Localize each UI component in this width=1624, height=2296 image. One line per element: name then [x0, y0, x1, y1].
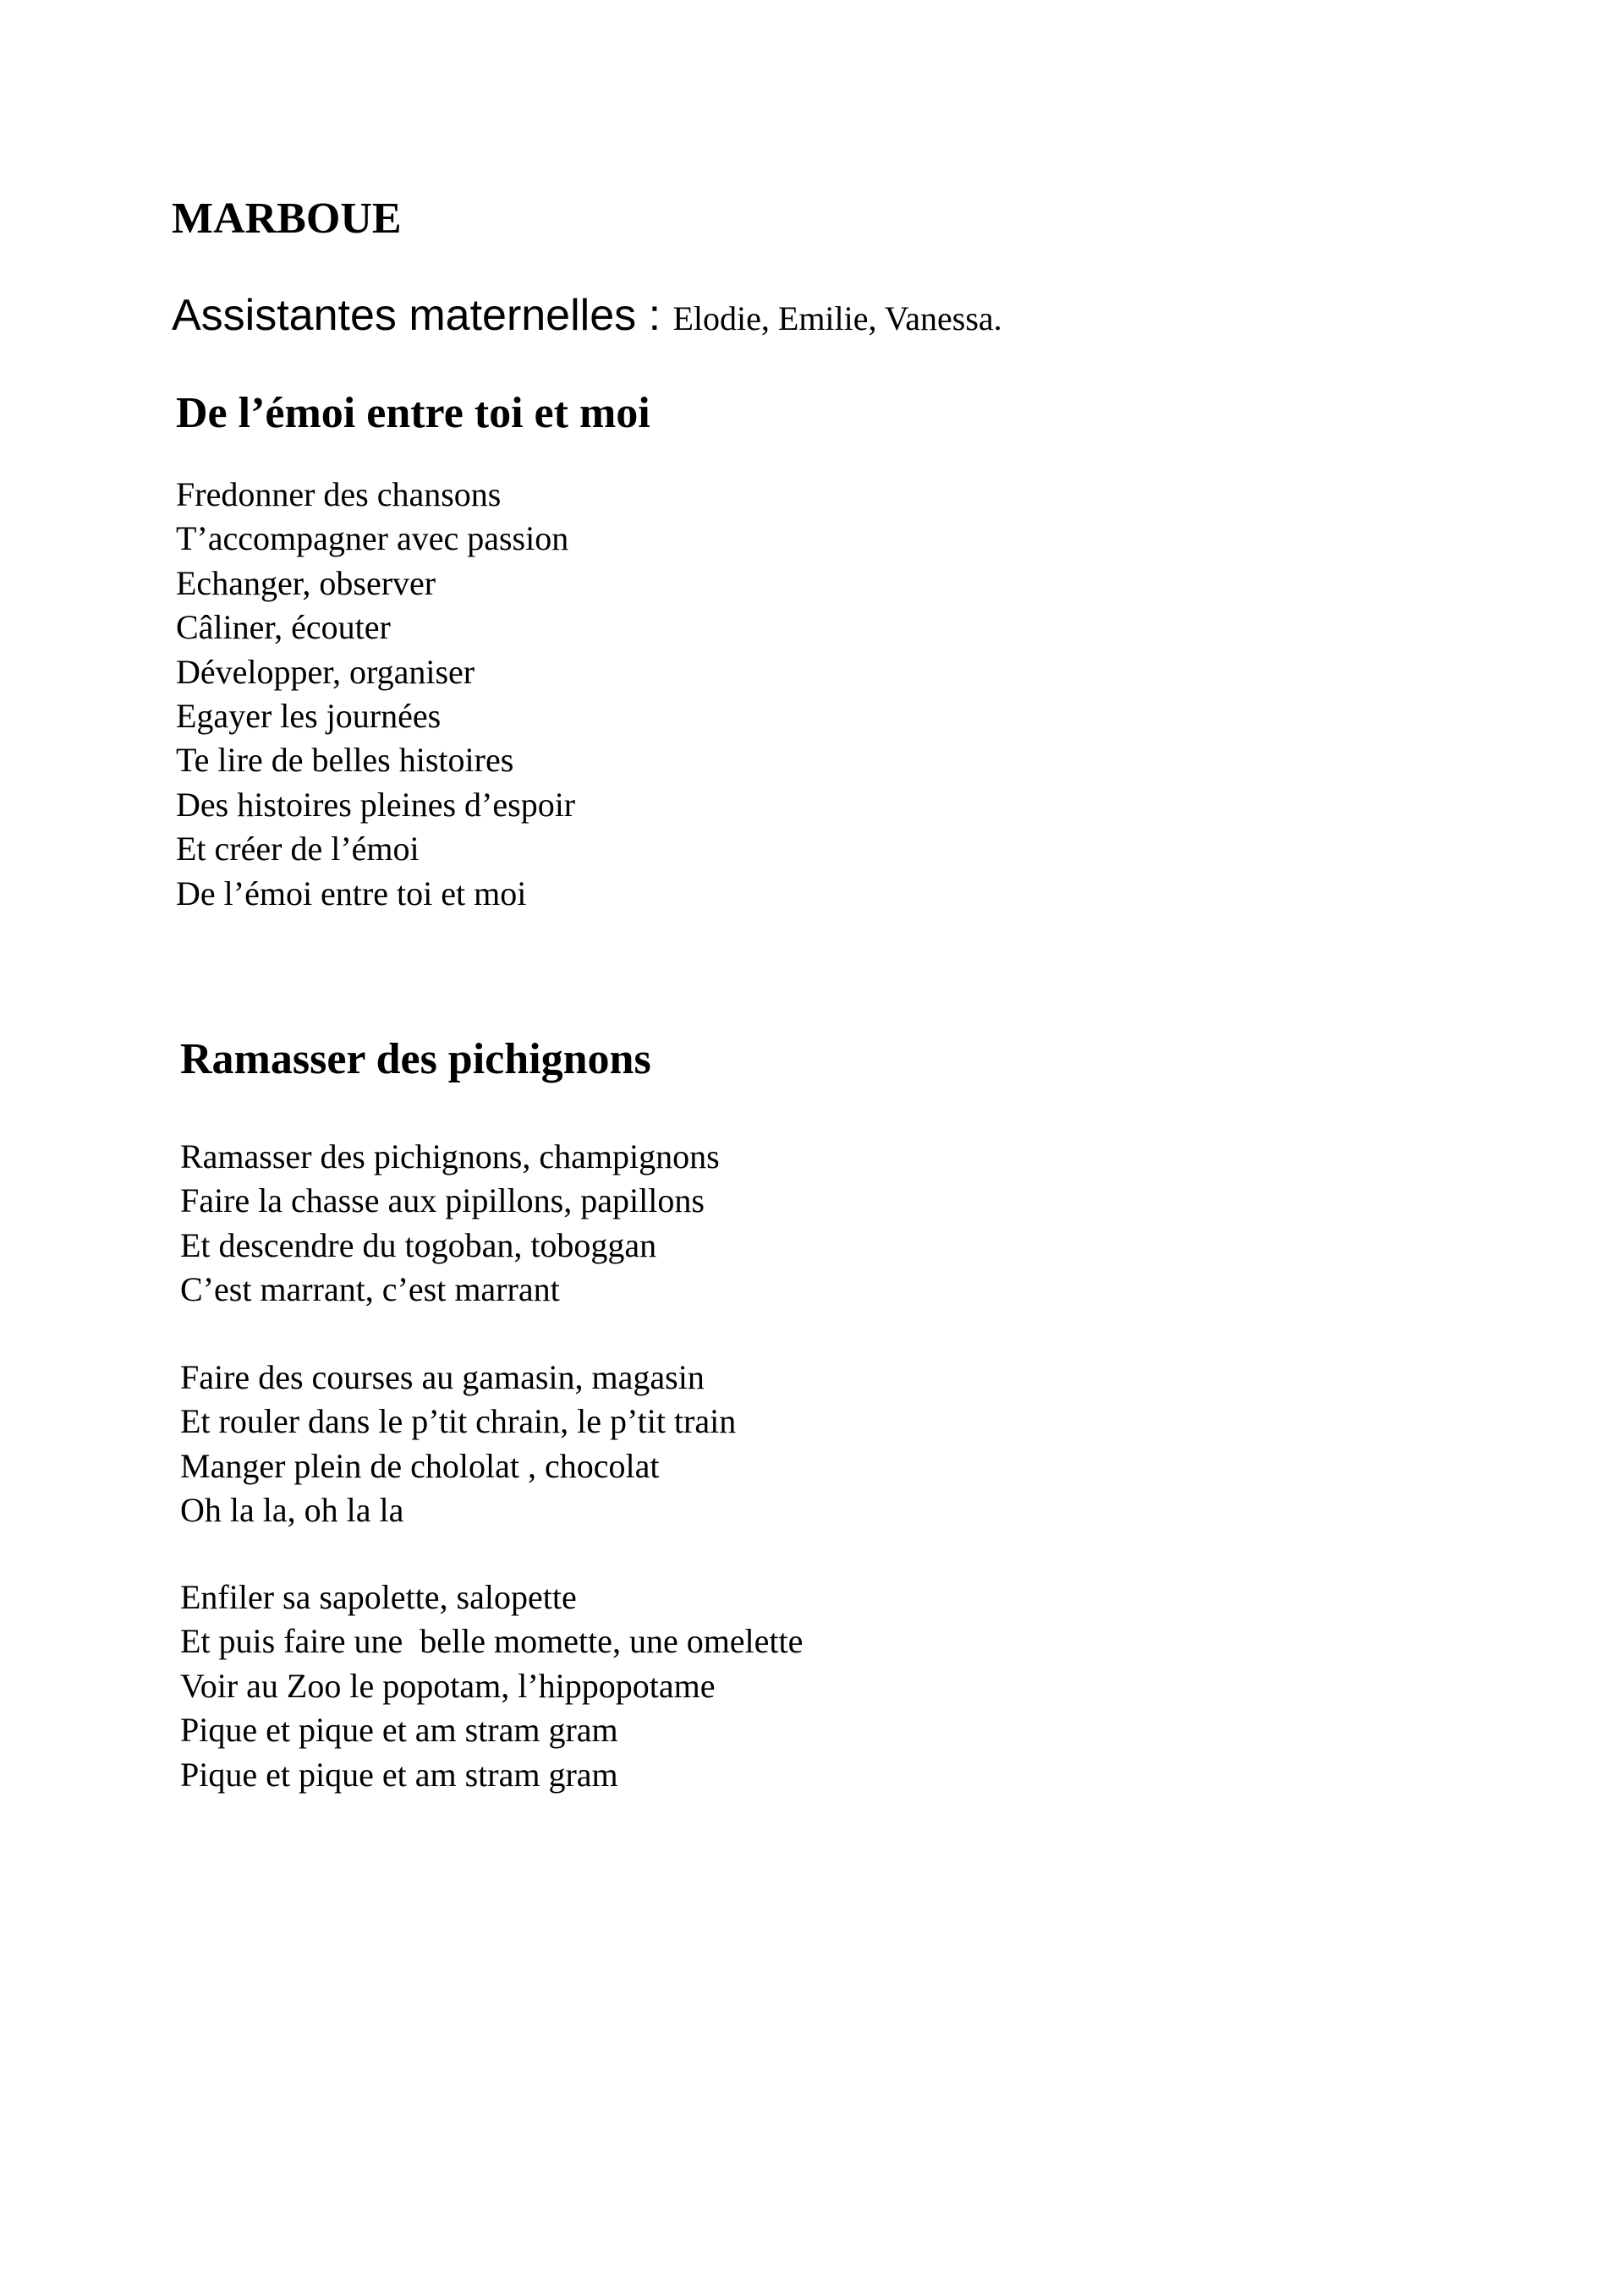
stanza-emoi-1	[176, 473, 575, 916]
verse-line: Et rouler dans le p’tit chrain, le p’tit train	[180, 1402, 737, 1441]
verse-line: Des histoires pleines d’espoir	[176, 785, 576, 824]
verse-line: T’accompagner avec passion	[176, 519, 569, 558]
verse-line: Egayer les journées	[176, 697, 442, 736]
verse-line: De l’émoi entre toi et moi	[176, 874, 527, 912]
stanza-pichignons-1	[180, 1135, 720, 1312]
verse-line: Fredonner des chansons	[176, 475, 502, 513]
verse-line: Ramasser des pichignons, champignons	[180, 1137, 720, 1175]
verse-line: Et descendre du togoban, toboggan	[180, 1225, 657, 1264]
verse-line: Et créer de l’émoi	[176, 830, 420, 869]
verse-line: C’est marrant, c’est marrant	[180, 1270, 560, 1309]
song-title-emoi: De l’émoi entre toi et moi	[176, 389, 650, 437]
verse-line: Développer, organiser	[176, 652, 475, 691]
verse-line: Te lire de belles histoires	[176, 741, 514, 780]
verse-line: Voir au Zoo le popotam, l’hippopotame	[180, 1666, 716, 1705]
subtitle-label: Assistantes maternelles :	[172, 291, 673, 340]
verse-line: Oh la la, oh la la	[180, 1491, 404, 1530]
verse-line: Faire la chasse aux pipillons, papillons	[180, 1181, 705, 1220]
verse-line: Manger plein de chololat , chocolat	[180, 1446, 660, 1485]
verse-line: Faire des courses au gamasin, magasin	[180, 1358, 705, 1396]
verse-line: Pique et pique et am stram gram	[180, 1755, 618, 1794]
page-title: MARBOUE	[172, 195, 402, 243]
song-title-pichignons: Ramasser des pichignons	[180, 1035, 651, 1083]
subtitle	[172, 289, 1002, 342]
verse-line: Echanger, observer	[176, 563, 436, 602]
subtitle-names: Elodie, Emilie, Vanessa.	[672, 299, 1002, 337]
verse-line: Et puis faire une belle momette, une omelette	[180, 1622, 804, 1661]
verse-line: Câliner, écouter	[176, 608, 391, 647]
verse-line: Enfiler sa sapolette, salopette	[180, 1578, 577, 1616]
stanza-pichignons-2	[180, 1356, 736, 1533]
stanza-pichignons-3	[180, 1575, 803, 1797]
verse-line: Pique et pique et am stram gram	[180, 1711, 618, 1750]
